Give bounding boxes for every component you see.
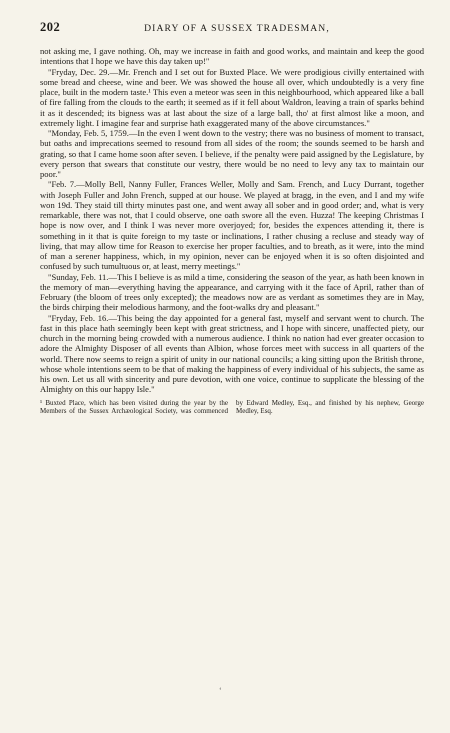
paragraph: "Fryday, Feb. 16.—This being the day appointed for a general fast, myself and servant went to church. The fast in this place hath seemingly been kept with great strictness, and I hope with sincere, unaffected piety, our church in the morning being crowded with a numerous audience. I think no nation had ever greater occasion to adore the Almighty Disposer of all events than Albion, whose forces meet with success in all quarters of the world. There now seems to reign a spirit of unity in our national councils; a king sitting upon the British throne, whose whole intentions seem to be that of making the happiness of every individual of his subjects, the same as his own. Let us all with sincerity and pure devotion, with one voice, continue to supplicate the blessing of the Almighty on this our happy Isle." [40, 312, 424, 395]
paragraph: "Feb. 7.—Molly Bell, Nanny Fuller, Frances Weller, Molly and Sam. French, and Lucy Durrant, together with Joseph Fuller and John French, supped at our house. We played at bragg, in the even, and I and my wife won 19d. They staid till thirty minutes past one, and went away all sober and in good order; and, what is very remarkable, there was not, that I could observe, one oath swore all the even. Huzza! The keeping Christmas I hope is now over, and I think I was never more overjoyed; for, besides the expences attending it, there is something in it that is quite foreign to my taste or inclinations, I rather chusing a recluse and steady way of living, that may allow time for Reason to exercise her proper faculties, and to breath, as it were, into the mind of man a serener happiness, which, in my opinion, never can be enjoyed when it is so often disjointed and confused by such tumultuous or, at least, merry meetings." [40, 179, 424, 272]
printer-mark: ʻ [219, 686, 222, 695]
paragraph: "Fryday, Dec. 29.—Mr. French and I set out for Buxted Place. We were prodigious civilly entertained with some bread and cheese, wine and beer. We was showed the house all over, which undoubtedly is a very fine place, built in the modern taste.¹ This even a meteor was seen in this neighbourhood, which appeared like a ball of fire falling from the clouds to the earth; it seemed as if it fell about Waldron, leaving a train of sparks behind it as it descended; its bigness was at last about the size of a large ball, tho' at first almost like a moon, and extremely light. I imagine fear and surprise hath exaggerated many of the above circumstances." [40, 66, 424, 128]
page-number: 202 [40, 20, 61, 34]
footnote: ¹ Buxted Place, which has been visited during the year by the Members of the Sussex Archæological Society, was commenced by Edward Medley, Esq., and finished by his nephew, George Medley, Esq. [40, 398, 424, 415]
page-header [40, 20, 424, 38]
paragraph: "Sunday, Feb. 11.—This I believe is as mild a time, considering the season of the year, as hath been known in the memory of man—everything having the appearance, and carrying with it the face of April, rather than of February (the bloom of trees only excepted); the meadows now are as verdant as sometimes they are in May, the birds chirping their melodious harmony, and the foot-walks dry and pleasant." [40, 271, 424, 313]
footnote-block [40, 399, 424, 415]
paragraph: not asking me, I gave nothing. Oh, may we increase in faith and good works, and maintain and keep the good intentions that I hope we have this day taken up!" [40, 46, 424, 67]
body-text [40, 46, 424, 395]
running-title: DIARY OF A SUSSEX TRADESMAN, [144, 23, 330, 34]
paragraph: "Monday, Feb. 5, 1759.—In the even I went down to the vestry; there was no business of moment to transact, but oaths and imprecations seemed to resound from all sides of the room; the sounds seemed to be harsh and grating, so that I came home soon after seven. I believe, if the penalty were paid assigned by the Legislature, by every person that swears that constitute our vestry, there would be no need to levy any tax to maintain our poor." [40, 128, 424, 179]
